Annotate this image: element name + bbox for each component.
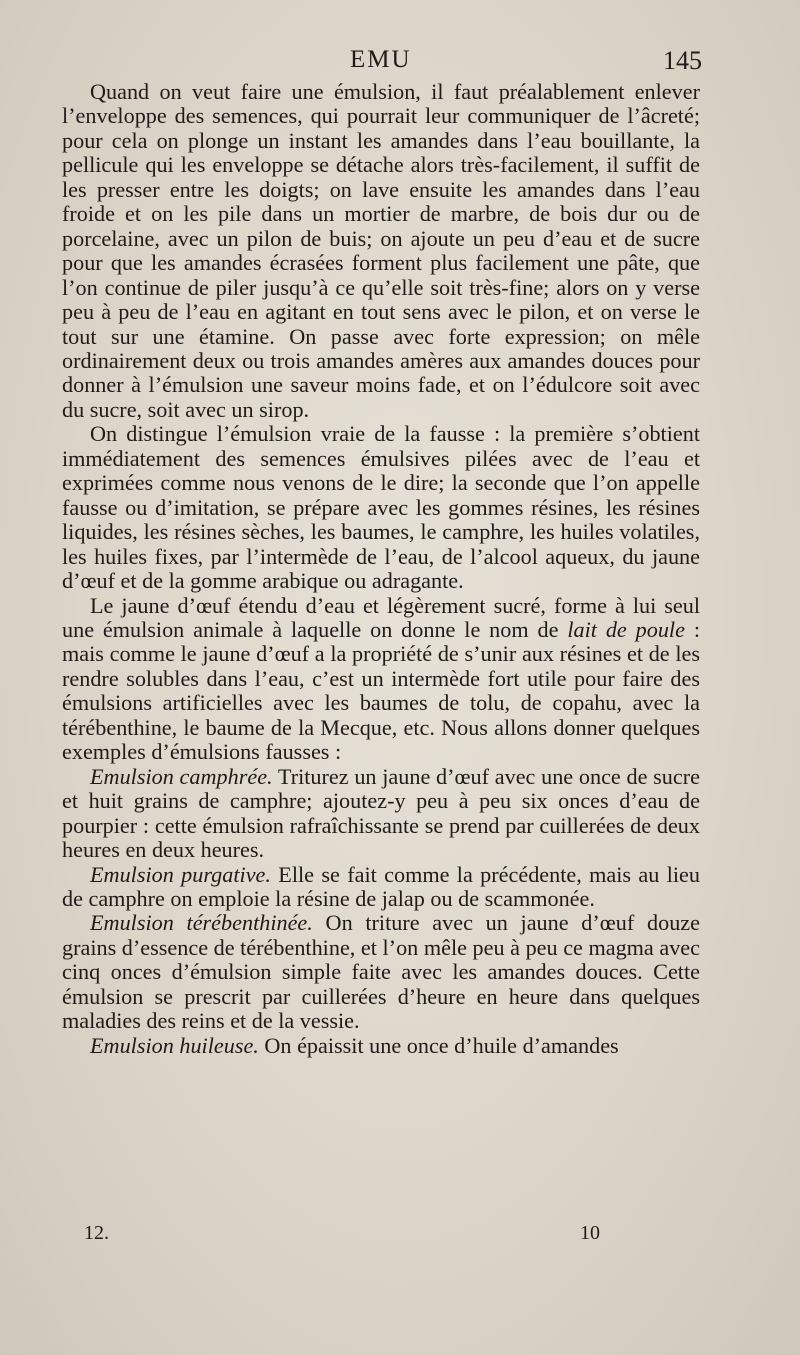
recipe-title: Emulsion huileuse. (90, 1032, 259, 1058)
paragraph-text: On distingue l’émulsion vraie de la fausse : la première s’obtient immédiatement des semences émulsives pilées avec de l’eau et exprimées comme nous venons de le dire; la seconde que l’on appelle fausse ou d’imitation, se prépare avec les gommes résines, les résines liquides, les résines sèches, les baumes, le camphre, les huiles volatiles, les huiles fixes, par l’intermède de l’eau, de l’alcool aqueux, du jaune d’œuf et de la gomme arabique ou adragante. (62, 421, 700, 594)
body-text (62, 80, 700, 1058)
recipe-title: Emulsion camphrée. (90, 763, 273, 789)
recipe-title: Emulsion purgative. (90, 861, 271, 887)
recipe-emulsion-terebenthinee (62, 911, 700, 1033)
paragraph-text: : mais comme le jaune d’œuf a la propriété de s’unir aux résines et de les rendre solubles dans l’eau, c’est un intermède fort utile pour faire des émulsions artificielles avec les baumes de tolu, de copahu, avec la térébenthine, le baume de la Mecque, etc. Nous allons donner quelques exemples d’émulsions fausses : (62, 616, 700, 765)
recipe-text: On épaissit une once d’huile d’amandes (258, 1032, 619, 1058)
recipe-emulsion-purgative (62, 863, 700, 912)
paragraph-true-false-emulsion (62, 422, 700, 593)
recipe-text: Elle se fait comme la précédente, mais au lieu de camphre on emploie la résine de jalap ou de scammonée. (62, 861, 700, 911)
paragraph-text: Le jaune d’œuf étendu d’eau et légèrement sucré, forme à lui seul une émulsion animale à laquelle on donne le nom de (62, 592, 700, 642)
running-head: EMU (350, 46, 412, 73)
recipe-title: Emulsion térébenthinée. (90, 910, 313, 936)
gathering-signature-mark: 10 (580, 1222, 600, 1244)
italic-term-lait-de-poule: lait de poule (567, 616, 685, 642)
page-number: 145 (663, 46, 702, 75)
paragraph-preparation (62, 80, 700, 422)
paragraph-egg-yolk (62, 594, 700, 765)
recipe-text: On triture avec un jaune d’œuf douze grains d’essence de térébenthine, et l’on mêle peu à peu ce magma avec cinq onces d’émulsion simple faite avec les amandes douces. Cette émulsion se prescrit par cuillerées d’heure en heure dans quelques maladies des reins et de la vessie. (62, 910, 700, 1034)
recipe-emulsion-camphree (62, 765, 700, 863)
recipe-emulsion-huileuse (62, 1034, 700, 1058)
page-footer (62, 1222, 702, 1252)
paragraph-text: Quand on veut faire une émulsion, il faut préalablement enlever l’enveloppe des semences, qui pourrait leur communiquer de l’âcreté; pour cela on plonge un instant les amandes dans l’eau bouillante, la pellicule qui les enveloppe se détache alors très-facilement, il suffit de les presser entre les doigts; on lave ensuite les amandes dans l’eau froide et on les pile dans un mortier de marbre, de bois dur ou de porcelaine, avec un pilon de buis; on ajoute un peu d’eau et de sucre pour que les amandes écrasées forment plus facilement une pâte, que l’on continue de piler jusqu’à ce qu’elle soit très-fine; alors on y verse peu à peu de l’eau en agitant en tout sens avec le pilon, et on verse le tout sur une étamine. On passe avec forte expression; on mêle ordinairement deux ou trois amandes amères aux amandes douces pour donner à l’émulsion une saveur moins fade, et on l’édulcore soit avec du sucre, soit avec un sirop. (62, 79, 700, 422)
page-header (62, 46, 702, 82)
printer-signature-mark: 12. (84, 1222, 109, 1244)
recipe-text: Triturez un jaune d’œuf avec une once de sucre et huit grains de camphre; ajoutez-y peu à peu six onces d’eau de pourpier : cette émulsion rafraîchissante se prend par cuillerées de deux heures en deux heures. (62, 763, 700, 863)
